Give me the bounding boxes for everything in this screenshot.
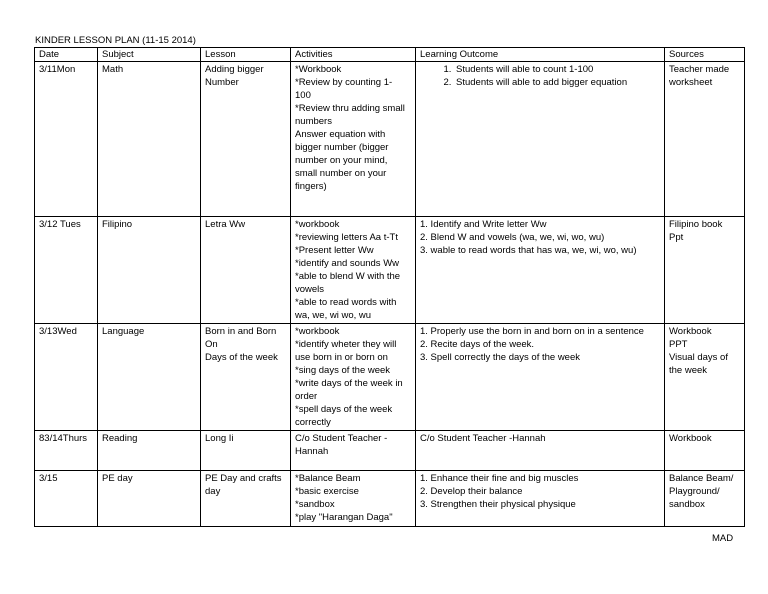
- cell-activities-line: C/o Student Teacher -: [295, 433, 388, 444]
- cell-activities-line: *play "Harangan Daga": [295, 512, 393, 523]
- cell-learning-outcome: [416, 431, 665, 471]
- cell-activities-line: number on your mind,: [295, 155, 388, 166]
- cell-sources-line: Filipino book: [669, 219, 723, 230]
- cell-activities-line: *write days of the week in: [295, 378, 403, 389]
- cell-subject: Reading: [98, 431, 201, 471]
- cell-subject: PE day: [98, 471, 201, 527]
- cell-lesson: [201, 431, 291, 471]
- cell-lesson-line: Number: [205, 77, 239, 88]
- outcome-list: [420, 63, 660, 89]
- outcome-item: 2. Students will able to add bigger equation: [454, 76, 660, 89]
- cell-date: 3/12 Tues: [35, 217, 98, 324]
- cell-learning-outcome: [416, 471, 665, 527]
- cell-lesson-line: Letra Ww: [205, 219, 246, 230]
- cell-sources: [665, 324, 745, 431]
- cell-learning-outcome-line: 3. Strengthen their physical physique: [420, 499, 576, 510]
- cell-sources-line: Workbook: [669, 433, 712, 444]
- cell-activities-line: Hannah: [295, 446, 329, 457]
- cell-sources-line: the week: [669, 365, 708, 376]
- cell-lesson: [201, 217, 291, 324]
- cell-activities-line: *identify and sounds Ww: [295, 258, 400, 269]
- cell-sources-line: Visual days of: [669, 352, 728, 363]
- cell-lesson-line: Long Ii: [205, 433, 234, 444]
- cell-activities: [291, 62, 416, 217]
- cell-activities-line: wa, we, wi wo, wu: [295, 310, 372, 321]
- cell-date: 3/15: [35, 471, 98, 527]
- page-title: KINDER LESSON PLAN (11-15 2014): [35, 35, 196, 46]
- cell-date: 3/11Mon: [35, 62, 98, 217]
- cell-learning-outcome-line: 2. Blend W and vowels (wa, we, wi, wo, wu): [420, 232, 605, 243]
- cell-activities: [291, 217, 416, 324]
- header-learning-outcome: Learning Outcome: [416, 48, 665, 62]
- cell-learning-outcome-line: 3. Spell correctly the days of the week: [420, 352, 580, 363]
- table-row: [35, 471, 745, 527]
- lesson-plan-table: [34, 47, 745, 527]
- cell-activities-line: *Review by counting 1-: [295, 77, 393, 88]
- cell-activities-line: *basic exercise: [295, 486, 359, 497]
- table-row: [35, 217, 745, 324]
- cell-sources-line: Teacher made: [669, 64, 730, 75]
- cell-activities-line: 100: [295, 90, 311, 101]
- header-sources: Sources: [665, 48, 745, 62]
- cell-lesson-line: Born in and Born: [205, 326, 277, 337]
- cell-lesson-line: Days of the week: [205, 352, 278, 363]
- cell-lesson: [201, 62, 291, 217]
- header-date: Date: [35, 48, 98, 62]
- cell-sources-line: Workbook: [669, 326, 712, 337]
- outcome-item: 1. Students will able to count 1-100: [454, 63, 660, 76]
- cell-sources-line: sandbox: [669, 499, 705, 510]
- header-lesson: Lesson: [201, 48, 291, 62]
- cell-sources: [665, 431, 745, 471]
- cell-activities-line: *reviewing letters Aa t-Tt: [295, 232, 398, 243]
- cell-learning-outcome: [416, 217, 665, 324]
- table-row: [35, 62, 745, 217]
- cell-activities-line: *Review thru adding small: [295, 103, 405, 114]
- header-activities: Activities: [291, 48, 416, 62]
- cell-date: 3/13Wed: [35, 324, 98, 431]
- cell-activities-line: *sing days of the week: [295, 365, 391, 376]
- cell-activities-line: vowels: [295, 284, 325, 295]
- cell-activities: [291, 471, 416, 527]
- cell-activities: [291, 324, 416, 431]
- cell-learning-outcome-line: 2. Develop their balance: [420, 486, 523, 497]
- cell-activities-line: *workbook: [295, 326, 340, 337]
- cell-lesson: [201, 471, 291, 527]
- cell-activities-line: *able to read words with: [295, 297, 397, 308]
- cell-lesson-line: day: [205, 486, 221, 497]
- cell-activities-line: correctly: [295, 417, 331, 428]
- cell-activities-line: fingers): [295, 181, 327, 192]
- cell-activities-line: *Workbook: [295, 64, 342, 75]
- cell-date: 83/14Thurs: [35, 431, 98, 471]
- cell-activities-line: bigger number (bigger: [295, 142, 389, 153]
- cell-subject: Language: [98, 324, 201, 431]
- table-row: [35, 324, 745, 431]
- cell-lesson-line: On: [205, 339, 218, 350]
- footer-initials: MAD: [712, 533, 734, 544]
- header-subject: Subject: [98, 48, 201, 62]
- cell-activities-line: use born in or born on: [295, 352, 388, 363]
- cell-sources-line: Ppt: [669, 232, 684, 243]
- cell-activities-line: *Present letter Ww: [295, 245, 374, 256]
- cell-learning-outcome-line: 2. Recite days of the week.: [420, 339, 535, 350]
- cell-sources: [665, 62, 745, 217]
- cell-activities-line: order: [295, 391, 318, 402]
- cell-learning-outcome: [416, 324, 665, 431]
- cell-activities-line: *Balance Beam: [295, 473, 361, 484]
- cell-activities-line: *workbook: [295, 219, 340, 230]
- cell-learning-outcome: [416, 62, 665, 217]
- cell-sources: [665, 217, 745, 324]
- cell-subject: Math: [98, 62, 201, 217]
- table-row: [35, 431, 745, 471]
- cell-activities-line: numbers: [295, 116, 332, 127]
- cell-activities: [291, 431, 416, 471]
- cell-learning-outcome-line: 1. Enhance their fine and big muscles: [420, 473, 579, 484]
- cell-sources-line: worksheet: [669, 77, 713, 88]
- table-header-row: [35, 48, 745, 62]
- cell-lesson-line: Adding bigger: [205, 64, 264, 75]
- cell-activities-line: *identify wheter they will: [295, 339, 397, 350]
- cell-activities-line: small number on your: [295, 168, 387, 179]
- cell-learning-outcome-line: C/o Student Teacher -Hannah: [420, 433, 546, 444]
- cell-learning-outcome-line: 3. wable to read words that has wa, we, wi, wo, wu): [420, 245, 637, 256]
- cell-activities-line: *spell days of the week: [295, 404, 393, 415]
- cell-learning-outcome-line: 1. Identify and Write letter Ww: [420, 219, 547, 230]
- cell-learning-outcome-line: 1. Properly use the born in and born on in a sentence: [420, 326, 644, 337]
- cell-activities-line: *able to blend W with the: [295, 271, 401, 282]
- cell-sources-line: Balance Beam/: [669, 473, 734, 484]
- cell-lesson-line: PE Day and crafts: [205, 473, 282, 484]
- cell-activities-line: Answer equation with: [295, 129, 386, 140]
- cell-sources-line: Playground/: [669, 486, 720, 497]
- cell-activities-line: *sandbox: [295, 499, 335, 510]
- cell-lesson: [201, 324, 291, 431]
- cell-subject: Filipino: [98, 217, 201, 324]
- cell-sources: [665, 471, 745, 527]
- cell-sources-line: PPT: [669, 339, 688, 350]
